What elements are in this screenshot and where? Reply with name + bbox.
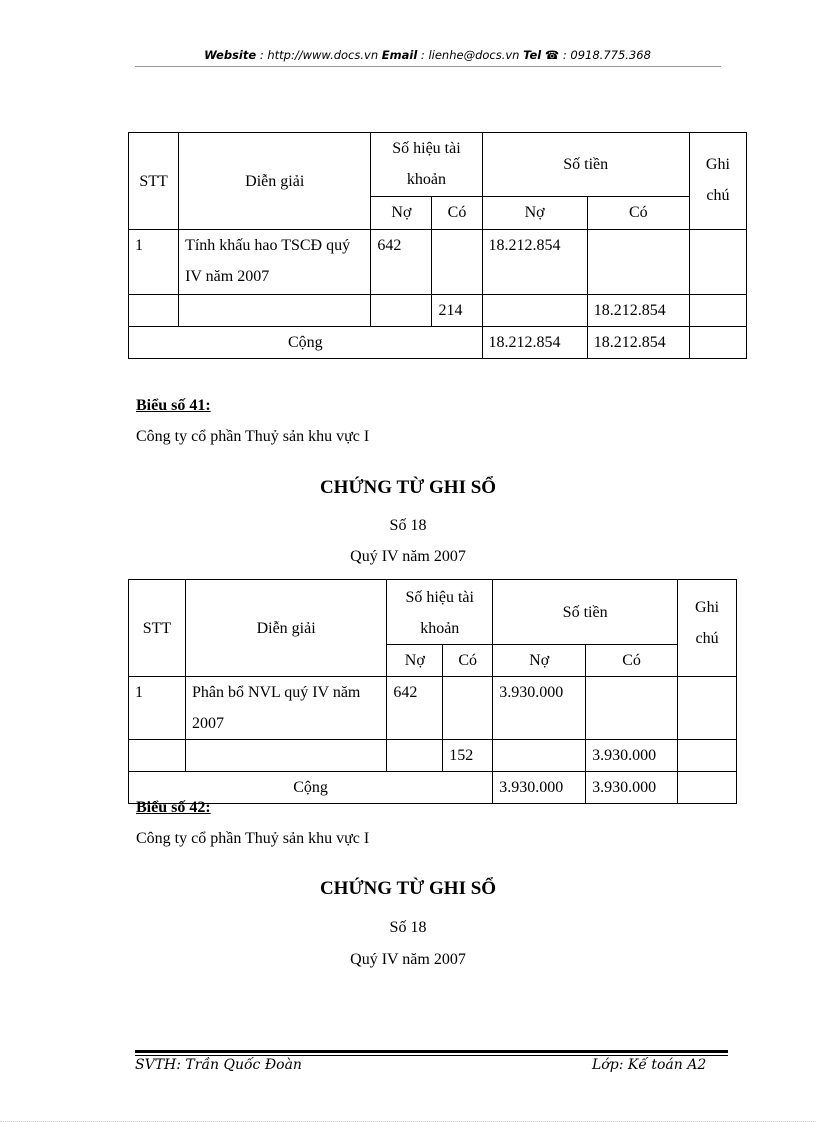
header-acc-credit: Có [432,197,482,230]
table-row [129,677,737,740]
total-note [678,772,737,804]
cell-note [678,740,737,772]
header-note: Ghi chú [689,133,746,230]
table-row [129,295,747,327]
cell-description: Phân bổ NVL quý IV năm 2007 [185,677,386,740]
total-credit: 3.930.000 [586,772,678,804]
cell-note [689,295,746,327]
cell-stt: 1 [129,230,179,295]
company-name: Công ty cổ phần Thuỷ sản khu vực I [136,830,370,847]
website-label: Website [204,48,257,62]
section-label-41: Biểu số 41: [136,397,211,414]
cell-stt: 1 [129,677,186,740]
cell-acc-debit [371,295,432,327]
total-label: Cộng [129,772,493,804]
tel-value: : 0918.775.368 [559,48,651,62]
footer-divider [135,1050,728,1053]
cell-amt-debit: 18.212.854 [482,230,587,295]
section-label-42: Biểu số 42: [136,799,211,816]
cell-acc-debit [387,740,443,772]
header-amt-credit: Có [586,645,678,677]
cell-acc-credit: 152 [443,740,493,772]
voucher-table-1 [128,132,747,359]
cell-amt-credit [587,230,689,295]
header-account-number: Số hiệu tài khoản [371,133,482,197]
header-acc-debit: Nợ [387,645,443,677]
cell-amt-debit [493,740,586,772]
header-note: Ghi chú [678,580,737,677]
email-label: Email [381,48,418,62]
page-edge [0,1121,816,1122]
footer-class: Lớp: Kế toán A2 [592,1057,707,1073]
cell-note [689,230,746,295]
email-value: : lienhe@docs.vn [417,48,524,62]
total-note [689,327,746,359]
cell-note [678,677,737,740]
table-row [129,740,737,772]
table-row [129,230,747,295]
document-period: Quý IV năm 2007 [350,548,466,565]
header-amount: Số tiền [482,133,689,197]
table-header-row [129,133,747,197]
cell-acc-debit: 642 [371,230,432,295]
cell-stt [129,740,186,772]
document-number: Số 18 [389,517,427,534]
tel-label: Tel [523,48,542,62]
header-stt: STT [129,580,186,677]
header-acc-credit: Có [443,645,493,677]
header-divider [135,66,721,67]
header-amt-credit: Có [587,197,689,230]
header-account-number: Số hiệu tài khoản [387,580,493,645]
cell-stt [129,295,179,327]
cell-acc-credit [432,230,482,295]
document-title: CHỨNG TỪ GHI SỔ [319,878,497,899]
website-value: : http://www.docs.vn [256,48,382,62]
cell-amt-debit: 3.930.000 [493,677,586,740]
total-credit: 18.212.854 [587,327,689,359]
table-total-row [129,772,737,804]
cell-acc-credit: 214 [432,295,482,327]
cell-description [185,740,386,772]
document-title: CHỨNG TỪ GHI SỔ [319,477,497,498]
table-total-row [129,327,747,359]
cell-amt-debit [482,295,587,327]
table-header-row [129,580,737,645]
voucher-table-2 [128,579,737,804]
total-label: Cộng [129,327,483,359]
header-acc-debit: Nợ [371,197,432,230]
page-header [135,48,720,62]
cell-description: Tính khấu hao TSCĐ quý IV năm 2007 [179,230,371,295]
cell-amt-credit: 3.930.000 [586,740,678,772]
cell-amt-credit: 18.212.854 [587,295,689,327]
total-debit: 3.930.000 [493,772,586,804]
cell-acc-debit: 642 [387,677,443,740]
phone-icon: ☎ [544,48,560,62]
header-stt: STT [129,133,179,230]
cell-acc-credit [443,677,493,740]
document-number: Số 18 [389,919,427,936]
header-description: Diễn giải [185,580,386,677]
header-amount: Số tiền [493,580,678,645]
footer-author: SVTH: Trần Quốc Đoàn [135,1057,302,1073]
header-amt-debit: Nợ [493,645,586,677]
header-amt-debit: Nợ [482,197,587,230]
cell-amt-credit [586,677,678,740]
company-name: Công ty cổ phần Thuỷ sản khu vực I [136,428,370,445]
total-debit: 18.212.854 [482,327,587,359]
cell-description [179,295,371,327]
footer-divider-thin [135,1055,728,1056]
header-description: Diễn giải [179,133,371,230]
document-period: Quý IV năm 2007 [350,951,466,968]
